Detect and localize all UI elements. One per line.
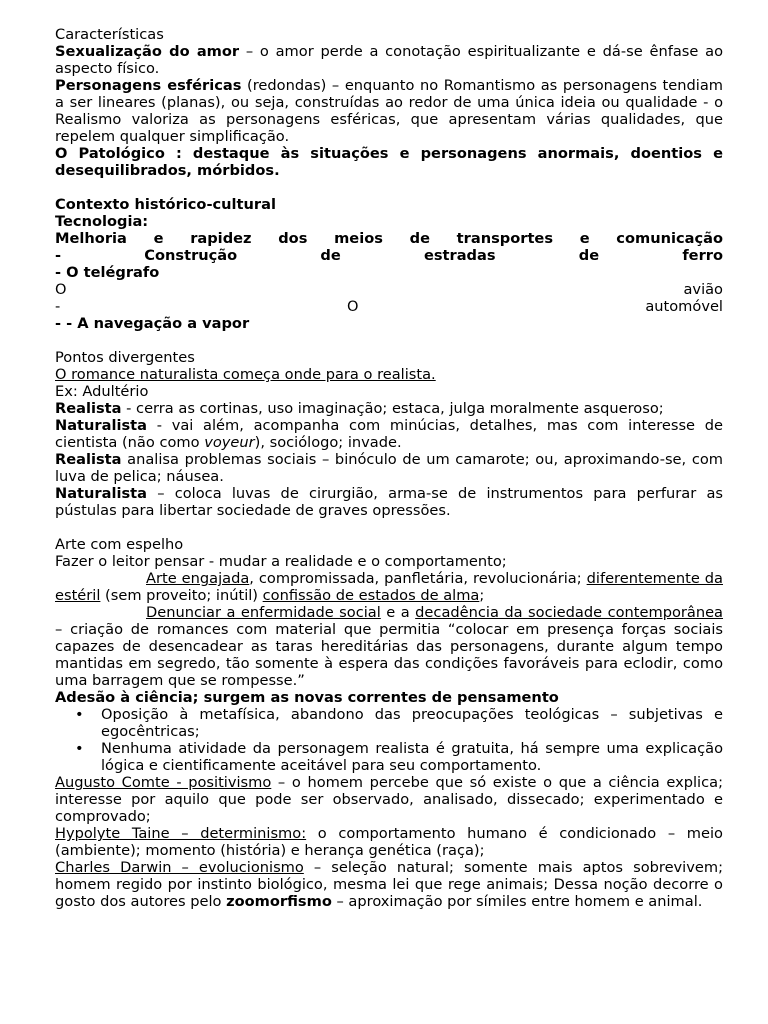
- spacer: [55, 332, 723, 349]
- text: – coloca luvas de cirurgião, arma-se de instrumentos para perfurar as pústulas para libertar sociedade de graves opressões.: [55, 485, 723, 519]
- heading-arte: Arte com espelho: [55, 536, 184, 553]
- list-item: • Oposição à metafísica, abandono das preocupações teológicas – subjetivas e egocêntricas;: [101, 706, 723, 740]
- paragraph-personagens: [55, 77, 723, 145]
- text: e a: [380, 604, 416, 621]
- text: – o homem percebe que só existe o que a ciência explica; interesse por aquilo que pode ser observado, analisado, dissecado; experimentado e comprovado;: [55, 774, 723, 825]
- paragraph-sexualizacao: [55, 43, 723, 77]
- text: – aproximação por símiles entre homem e animal.: [331, 893, 703, 910]
- text: confissão de estados de alma: [262, 587, 480, 604]
- text: – o amor perde a conotação espiritualizante e dá-se ênfase ao aspecto físico.: [55, 43, 723, 77]
- text: – criação de romances com material que permitia “colocar em presença forças sociais capazes de desencadear as taras hereditárias das personagens, durante algum tempo mantidas em segredo, tão somente à espera das condições favoráveis para eclodir, como uma barragem que se rompesse.”: [55, 621, 723, 689]
- heading-contexto: [55, 196, 723, 213]
- paragraph-naturalista-1: [55, 417, 723, 451]
- paragraph-realista-2: [55, 451, 723, 485]
- text: ), sociólogo; invade.: [254, 434, 402, 451]
- term: Naturalista: [55, 417, 147, 434]
- paragraph-naturalista-2: [55, 485, 723, 519]
- line-construcao: [55, 247, 723, 264]
- term: Augusto Comte - positivismo: [55, 774, 272, 791]
- term: Charles Darwin – evolucionismo: [55, 859, 304, 876]
- line-exemplo: Ex: Adultério: [55, 383, 149, 400]
- text: – seleção natural; somente mais aptos sobrevivem; homem regido por instinto biológico, mesma lei que rege animais; Dessa noção decorre o gosto dos autores pelo: [55, 859, 723, 910]
- text: - cerra as cortinas, uso imaginação; estaca, julga moralmente asqueroso;: [121, 400, 664, 417]
- text: , compromissada, panfletária, revolucionária;: [249, 570, 587, 587]
- title: Tecnologia:: [55, 213, 149, 230]
- heading-tecnologia: [55, 213, 723, 230]
- text: - - A navegação a vapor: [55, 315, 250, 332]
- paragraph-patologico: [55, 145, 723, 179]
- line-automovel: - O automóvel: [55, 298, 723, 315]
- heading-caracteristicas: Características: [55, 26, 164, 43]
- paragraph-comte: [55, 774, 723, 825]
- term: Realista: [55, 400, 122, 417]
- text: decadência da sociedade contemporânea: [415, 604, 724, 621]
- paragraph-realista-1: [55, 400, 723, 417]
- spacer: [55, 179, 723, 196]
- text: - Construção de estradas de ferro: [55, 247, 723, 264]
- title: Contexto histórico-cultural: [55, 196, 276, 213]
- heading-adesao: [55, 689, 723, 706]
- paragraph-taine: [55, 825, 723, 859]
- term: Hypolyte Taine – determinismo:: [55, 825, 307, 842]
- list-item: • Nenhuma atividade da personagem realista é gratuita, há sempre uma explicação lógica e cientificamente aceitável para seu comportamento.: [101, 740, 723, 774]
- title: Adesão à ciência; surgem as novas correntes de pensamento: [55, 689, 559, 706]
- line-telegrafo: [55, 264, 723, 281]
- text: o comportamento humano é condicionado – meio (ambiente); momento (história) e herança genética (raça);: [55, 825, 723, 859]
- document-page: [55, 26, 723, 910]
- line-fazer: Fazer o leitor pensar - mudar a realidade e o comportamento;: [55, 553, 507, 570]
- line-navegacao: [55, 315, 723, 332]
- text: (sem proveito; inútil): [100, 587, 263, 604]
- line-melhoria: [55, 230, 723, 247]
- text: ;: [479, 587, 485, 604]
- term: Realista: [55, 451, 122, 468]
- text: zoomorfismo: [226, 893, 332, 910]
- term: Naturalista: [55, 485, 147, 502]
- term: Sexualização do amor: [55, 43, 240, 60]
- line-aviao: O avião: [55, 281, 723, 298]
- text: (redondas) – enquanto no Romantismo as personagens tendiam a ser lineares (planas), ou seja, construídas ao redor de uma única ideia ou qualidade - o Realismo valoriza as personagens esféricas, que apresentam várias qualidades, que repelem qualquer simplificação.: [55, 77, 723, 145]
- text: voyeur: [204, 434, 255, 451]
- text: - O telégrafo: [55, 264, 160, 281]
- text: analisa problemas sociais – binóculo de um camarote; ou, aproximando-se, com luva de pelica; náusea.: [55, 451, 723, 485]
- term: Personagens esféricas: [55, 77, 242, 94]
- paragraph-darwin: [55, 859, 723, 910]
- line-romance: [55, 366, 723, 383]
- bullet-list: [55, 706, 723, 774]
- heading-pontos: Pontos divergentes: [55, 349, 195, 366]
- paragraph-arte-engajada: [55, 570, 723, 604]
- text: O romance naturalista começa onde para o realista.: [55, 366, 436, 383]
- text: diferentemente da estéril: [55, 570, 723, 604]
- text: Melhoria e rapidez dos meios de transportes e comunicação: [55, 230, 723, 247]
- text: - vai além, acompanha com minúcias, detalhes, mas com interesse de cientista (não como: [55, 417, 723, 451]
- text: Denunciar a enfermidade social: [146, 604, 381, 621]
- text: Arte engajada: [146, 570, 250, 587]
- term: O Patológico : destaque às situações e personagens anormais, doentios e desequilibrados, mórbidos.: [55, 145, 723, 179]
- spacer: [55, 519, 723, 536]
- paragraph-denunciar: [55, 604, 723, 689]
